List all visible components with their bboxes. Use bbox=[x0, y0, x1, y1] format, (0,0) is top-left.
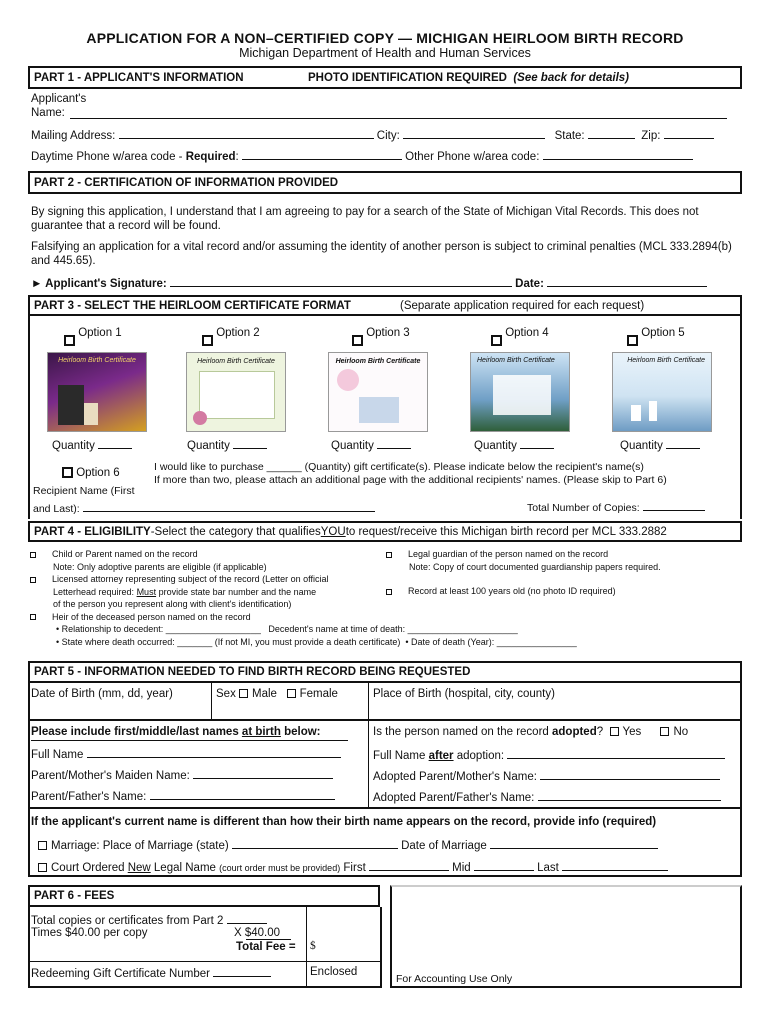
record-old-checkbox[interactable] bbox=[386, 589, 392, 595]
option-1-certificate-image: Heirloom Birth Certificate bbox=[47, 352, 147, 432]
signature-row: ► Applicant's Signature: Date: bbox=[31, 276, 707, 290]
fees-total-copies-field[interactable] bbox=[227, 913, 267, 924]
court-order-checkbox[interactable] bbox=[38, 863, 47, 872]
phone-row: Daytime Phone w/area code - Required: Other Phone w/area code: bbox=[31, 149, 693, 163]
marriage-place-field[interactable] bbox=[232, 838, 398, 849]
adopted-father-field[interactable] bbox=[538, 790, 721, 801]
option-3-certificate-image: Heirloom Birth Certificate bbox=[328, 352, 428, 432]
part3-note: (Separate application required for each request) bbox=[400, 299, 645, 312]
option-3-row: Option 3 bbox=[352, 323, 410, 346]
court-first-field[interactable] bbox=[369, 860, 449, 871]
total-fee-label: Total Fee = bbox=[236, 941, 296, 953]
state-field[interactable] bbox=[588, 128, 635, 139]
mother-maiden-field[interactable] bbox=[193, 768, 333, 779]
gift-text-1: I would like to purchase ______ (Quantity) gift certificate(s). Please indicate below the recipient's name(s) bbox=[154, 461, 644, 473]
court-last-field[interactable] bbox=[562, 860, 668, 871]
adopted-yes-checkbox[interactable] bbox=[610, 727, 619, 736]
part2-heading: PART 2 - CERTIFICATION OF INFORMATION PROVIDED bbox=[34, 176, 339, 189]
enclosed-label: Enclosed bbox=[310, 966, 358, 978]
marriage-date-field[interactable] bbox=[490, 838, 658, 849]
signature-field[interactable] bbox=[170, 276, 512, 287]
adopted-mother-row: Adopted Parent/Mother's Name: bbox=[373, 769, 720, 783]
recipient-label-2: and Last): bbox=[33, 501, 375, 515]
heir-option: Heir of the deceased person named on the record bbox=[30, 611, 577, 624]
city-field[interactable] bbox=[403, 128, 545, 139]
daytime-phone-field[interactable] bbox=[242, 149, 402, 160]
option-5-quantity-field[interactable] bbox=[666, 438, 700, 449]
adopted-no-checkbox[interactable] bbox=[660, 727, 669, 736]
part4-heading-bar: PART 4 - ELIGIBILITY -Select the category that qualifies YOU to request/receive this Michigan birth record per MCL 333.2882 bbox=[28, 521, 742, 542]
part2-heading-bar bbox=[28, 171, 742, 194]
part5-heading-bar bbox=[28, 661, 742, 683]
option-3-quantity-field[interactable] bbox=[377, 438, 411, 449]
sex-row: Sex Male Female bbox=[216, 688, 338, 700]
option-4-checkbox[interactable] bbox=[491, 335, 502, 346]
marriage-row: Marriage: Place of Marriage (state) Date of Marriage bbox=[38, 838, 658, 852]
option-4-certificate-image: Heirloom Birth Certificate bbox=[470, 352, 570, 432]
female-checkbox[interactable] bbox=[287, 689, 296, 698]
mother-maiden-row: Parent/Mother's Maiden Name: bbox=[31, 768, 333, 782]
option-4-quantity: Quantity bbox=[474, 438, 554, 452]
redeem-number-field[interactable] bbox=[213, 966, 271, 977]
form-subtitle: Michigan Department of Health and Human Services bbox=[239, 46, 531, 60]
option-3-checkbox[interactable] bbox=[352, 335, 363, 346]
option-2-row: Option 2 bbox=[202, 323, 260, 346]
names-at-birth-label: Please include first/middle/last names at birth below: bbox=[31, 726, 321, 738]
court-mid-field[interactable] bbox=[474, 860, 534, 871]
part4-right-column: Legal guardian of the person named on the record Note: Copy of court documented guardianship papers required. Record at least 100 years old (no photo ID required) bbox=[386, 548, 661, 598]
full-name-after-row: Full Name after adoption: bbox=[373, 748, 725, 762]
option-6-checkbox[interactable] bbox=[62, 467, 73, 478]
part1-heading-bar bbox=[28, 66, 742, 89]
full-name-after-field[interactable] bbox=[507, 748, 725, 759]
option-1-quantity-field[interactable] bbox=[98, 438, 132, 449]
option-4-row: Option 4 bbox=[491, 323, 549, 346]
option-2-certificate-image: Heirloom Birth Certificate bbox=[186, 352, 286, 432]
zip-field[interactable] bbox=[664, 128, 714, 139]
option-1-checkbox[interactable] bbox=[64, 335, 75, 346]
option-5-certificate-image: Heirloom Birth Certificate bbox=[612, 352, 712, 432]
attorney-option: Licensed attorney representing subject of the record (Letter on official bbox=[30, 573, 577, 586]
applicant-name-label-2: Name: bbox=[31, 107, 65, 119]
option-3-quantity: Quantity bbox=[331, 438, 411, 452]
father-name-row: Parent/Father's Name: bbox=[31, 789, 335, 803]
marriage-checkbox[interactable] bbox=[38, 841, 47, 850]
other-phone-field[interactable] bbox=[543, 149, 693, 160]
full-name-row: Full Name bbox=[31, 747, 341, 761]
record-old-option: Record at least 100 years old (no photo ID required) bbox=[386, 585, 661, 598]
redeem-row: Redeeming Gift Certificate Number bbox=[31, 966, 271, 980]
total-copies-field[interactable] bbox=[643, 500, 705, 511]
mailing-address-row: Mailing Address: City: State: Zip: bbox=[31, 128, 714, 142]
total-fee-dollar: $ bbox=[310, 940, 316, 952]
part6-heading-bar bbox=[28, 885, 380, 907]
option-6-row: Option 6 bbox=[62, 467, 120, 479]
guardian-checkbox[interactable] bbox=[386, 552, 392, 558]
option-2-checkbox[interactable] bbox=[202, 335, 213, 346]
full-name-field[interactable] bbox=[87, 747, 341, 758]
part3-heading-bar bbox=[28, 295, 742, 316]
gift-text-2: If more than two, please attach an additional page with the additional recipients' names. (Please skip to Part 6) bbox=[154, 474, 667, 486]
adopted-mother-field[interactable] bbox=[540, 769, 720, 780]
child-parent-option: Child or Parent named on the record bbox=[30, 548, 577, 561]
male-checkbox[interactable] bbox=[239, 689, 248, 698]
option-1-row: Option 1 bbox=[64, 323, 122, 346]
part5-heading: PART 5 - INFORMATION NEEDED TO FIND BIRTH RECORD BEING REQUESTED bbox=[34, 666, 471, 678]
court-order-row: Court Ordered New Legal Name (court order must be provided) First Mid Last bbox=[38, 860, 668, 874]
fees-times-label: Times $40.00 per copy bbox=[31, 927, 148, 939]
photo-id-required: PHOTO IDENTIFICATION REQUIRED (See back for details) bbox=[308, 71, 629, 84]
guardian-option: Legal guardian of the person named on the record bbox=[386, 548, 661, 561]
current-name-note: If the applicant's current name is different than how their birth name appears on the record, provide info (required) bbox=[31, 816, 657, 828]
fees-total-copies-row: Total copies or certificates from Part 2 bbox=[31, 913, 267, 927]
applicant-name-field[interactable] bbox=[70, 108, 727, 119]
option-5-row: Option 5 bbox=[627, 323, 685, 346]
part1-heading: PART 1 - APPLICANT'S INFORMATION bbox=[34, 71, 244, 84]
recipient-name-field[interactable] bbox=[83, 501, 375, 512]
applicant-name-label-1: Applicant's bbox=[31, 93, 87, 105]
certification-paragraph-1: By signing this application, I understand that I am agreeing to pay for a search of the State of Michigan Vital Records. This does not guarantee that a record will be found. bbox=[31, 206, 699, 232]
option-4-quantity-field[interactable] bbox=[520, 438, 554, 449]
option-5-checkbox[interactable] bbox=[627, 335, 638, 346]
part6-heading: PART 6 - FEES bbox=[34, 890, 115, 902]
heir-checkbox[interactable] bbox=[30, 614, 36, 620]
dob-label: Date of Birth (mm, dd, year) bbox=[31, 688, 173, 700]
signature-date-field[interactable] bbox=[547, 276, 707, 287]
accounting-label: For Accounting Use Only bbox=[396, 973, 513, 985]
option-1-quantity: Quantity bbox=[52, 438, 132, 452]
part3-heading: PART 3 - SELECT THE HEIRLOOM CERTIFICATE FORMAT bbox=[34, 299, 351, 312]
option-2-quantity-field[interactable] bbox=[233, 438, 267, 449]
part4-left-column: Child or Parent named on the record Note: Only adoptive parents are eligible (if applicable) Licensed attorney representing subject of the record (Letter on official Letterhead required: Must provide state bar number and the name of the person you represent along with client's identification) Heir of the deceased person named on the record • Relationship to decedent: ___________________ Decedent's name at time of death: ______________________ • State where death occurred: _______ (If not MI, you must provide a death certificate) • Date of death (Year): ________________ bbox=[30, 548, 577, 648]
part4-heading: PART 4 - ELIGIBILITY bbox=[34, 525, 151, 538]
adopted-question: Is the person named on the record adopted? Yes No bbox=[373, 726, 689, 738]
fees-price: X $40.00 bbox=[234, 927, 281, 939]
child-parent-checkbox[interactable] bbox=[30, 552, 36, 558]
option-2-quantity: Quantity bbox=[187, 438, 267, 452]
certification-paragraph-2: Falsifying an application for a vital record and/or assuming the identity of another person is subject to criminal penalties (MCL 333.2894(b) and 445.65). bbox=[31, 241, 732, 267]
adopted-father-row: Adopted Parent/Father's Name: bbox=[373, 790, 721, 804]
attorney-checkbox[interactable] bbox=[30, 577, 36, 583]
place-of-birth-label: Place of Birth (hospital, city, county) bbox=[373, 688, 555, 700]
mailing-address-field[interactable] bbox=[119, 128, 374, 139]
option-5-quantity: Quantity bbox=[620, 438, 700, 452]
form-title: APPLICATION FOR A NON–CERTIFIED COPY — MICHIGAN HEIRLOOM BIRTH RECORD bbox=[86, 30, 684, 46]
recipient-label-1: Recipient Name (First bbox=[33, 485, 135, 497]
father-name-field[interactable] bbox=[150, 789, 335, 800]
total-copies-row: Total Number of Copies: bbox=[527, 500, 705, 514]
